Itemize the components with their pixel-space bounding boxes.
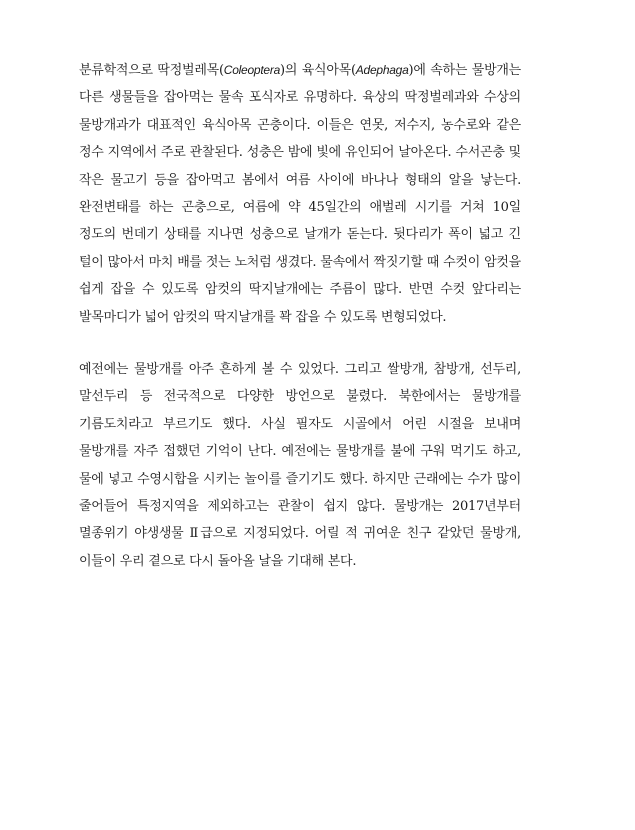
term-adephaga: Adephaga — [355, 63, 409, 77]
paragraph-1 — [79, 57, 521, 331]
paragraph-1-text-b: )의 육식아목( — [280, 63, 356, 78]
paragraph-2 — [79, 356, 521, 575]
paragraph-1-text-a: 분류학적으로 딱정벌레목( — [79, 63, 224, 78]
term-coleoptera: Coleoptera — [223, 63, 281, 77]
paragraph-2-text: 예전에는 물방개를 아주 흔하게 볼 수 있었다. 그리고 쌀방개, 참방개, 선두리, 말선두리 등 전국적으로 다양한 방언으로 불렸다. 북한에서는 물방개를 기름도치라고 부르기도 했다. 사실 필자도 시골에서 어린 시절을 보내며 물방개를 자주 접했던 기억이 난다. 예전에는 물방개를 불에 구워 먹기도 하고, 물에 넣고 수영시합을 시키는 놀이를 즐기기도 했다. 하지만 근래에는 수가 많이 줄어들어 특정지역을 제외하고는 관찰이 쉽지 않다. 물방개는 2017년부터 멸종위기 야생생물 Ⅱ급으로 지정되었다. 어릴 적 귀여운 친구 같았던 물방개, 이들이 우리 곁으로 다시 돌아올 날을 기대해 본다. — [79, 362, 521, 569]
paragraph-1-text-c: )에 속하는 물방개는 다른 생물들을 잡아먹는 물속 포식자로 유명하다. 육상의 딱정벌레과와 수상의 물방개과가 대표적인 육식아목 곤충이다. 이들은 연못, 저수지, 농수로와 같은 정수 지역에서 주로 관찰된다. 성충은 밤에 빛에 유인되어 날아온다. 수서곤충 및 작은 물고기 등을 잡아먹고 봄에서 여름 사이에 바나나 형태의 알을 낳는다. 완전변태를 하는 곤충으로, 여름에 약 45일간의 애벌레 시기를 거쳐 10일 정도의 번데기 상태를 지나면 성충으로 날개가 돋는다. 뒷다리가 폭이 넓고 긴 털이 많아서 마치 배를 젓는 노처럼 생겼다. 물속에서 짝짓기할 때 수컷이 암컷을 쉽게 잡을 수 있도록 암컷의 딱지날개에는 주름이 많다. 반면 수컷 앞다리는 발목마디가 넓어 암컷의 딱지날개를 꽉 잡을 수 있도록 변형되었다. — [79, 63, 521, 325]
